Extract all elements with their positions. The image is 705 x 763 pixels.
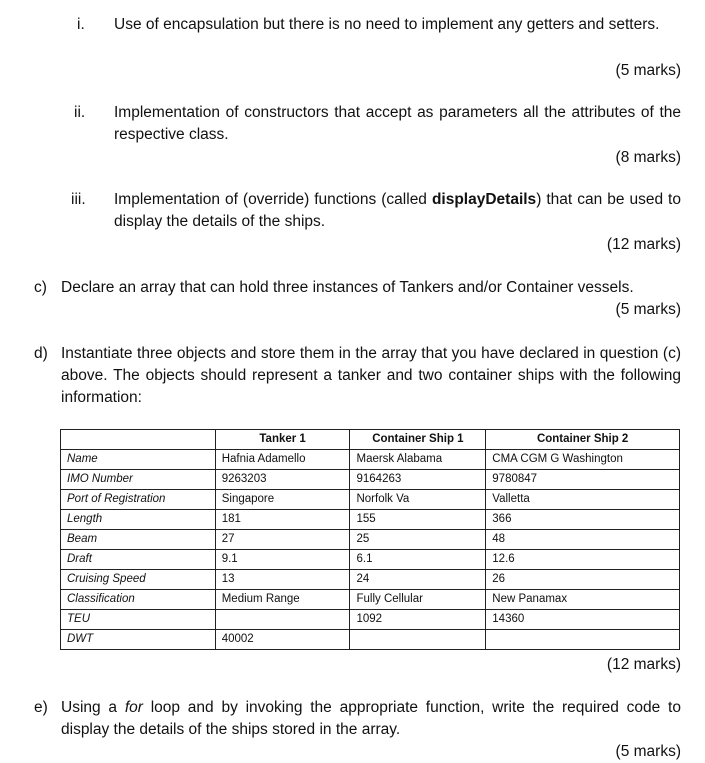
table-cell: 9780847 bbox=[486, 470, 680, 490]
table-cell: 14360 bbox=[486, 610, 680, 630]
item-i-marks: (5 marks) bbox=[615, 62, 681, 79]
item-iii-label: iii. bbox=[71, 191, 86, 208]
question-d-text: Instantiate three objects and store them in the array that you have declared in question (c) above. The objects should represent a tanker and two container ships with the following information: bbox=[61, 345, 681, 406]
for-keyword: for bbox=[124, 699, 143, 716]
attribute-cell: Length bbox=[61, 510, 216, 530]
table-cell: 13 bbox=[215, 570, 350, 590]
table-cell: 48 bbox=[486, 530, 680, 550]
table-row bbox=[61, 450, 680, 470]
table-cell: 181 bbox=[215, 510, 350, 530]
table-cell: 24 bbox=[350, 570, 486, 590]
table-cell: 26 bbox=[486, 570, 680, 590]
table-row bbox=[61, 530, 680, 550]
question-d-marks: (12 marks) bbox=[606, 656, 681, 673]
table-cell: 155 bbox=[350, 510, 486, 530]
item-ii-label: ii. bbox=[74, 104, 86, 121]
table-cell: 27 bbox=[215, 530, 350, 550]
table-cell bbox=[215, 610, 350, 630]
table-row bbox=[61, 570, 680, 590]
table-cell: New Panamax bbox=[486, 590, 680, 610]
question-d-label: d) bbox=[34, 345, 48, 362]
question-c-label: c) bbox=[34, 279, 47, 296]
table-cell: Singapore bbox=[215, 490, 350, 510]
attribute-cell: Classification bbox=[61, 590, 216, 610]
item-ii-text: Implementation of constructors that accept as parameters all the attributes of the respective class. bbox=[114, 104, 681, 143]
table-header-cell: Container Ship 1 bbox=[350, 430, 486, 450]
table-row bbox=[61, 610, 680, 630]
attribute-cell: Beam bbox=[61, 530, 216, 550]
table-cell: CMA CGM G Washington bbox=[486, 450, 680, 470]
table-cell: 40002 bbox=[215, 630, 350, 650]
item-iii-marks: (12 marks) bbox=[606, 236, 681, 253]
item-ii-marks: (8 marks) bbox=[615, 149, 681, 166]
table-header-row bbox=[61, 430, 680, 450]
table-row bbox=[61, 490, 680, 510]
attribute-cell: Name bbox=[61, 450, 216, 470]
table-header-cell: Tanker 1 bbox=[215, 430, 350, 450]
table-cell: 12.6 bbox=[486, 550, 680, 570]
item-iii-text: Implementation of (override) functions (called displayDetails) that can be used to display the details of the ships. bbox=[114, 191, 681, 230]
attribute-cell: IMO Number bbox=[61, 470, 216, 490]
table-cell: Hafnia Adamello bbox=[215, 450, 350, 470]
table-header-cell: Container Ship 2 bbox=[486, 430, 680, 450]
table-cell: 25 bbox=[350, 530, 486, 550]
table-cell: Maersk Alabama bbox=[350, 450, 486, 470]
table-cell: 9164263 bbox=[350, 470, 486, 490]
table-cell: Medium Range bbox=[215, 590, 350, 610]
item-i-text: Use of encapsulation but there is no need to implement any getters and setters. bbox=[114, 16, 660, 33]
attribute-cell: Port of Registration bbox=[61, 490, 216, 510]
attribute-cell: DWT bbox=[61, 630, 216, 650]
attribute-cell: Cruising Speed bbox=[61, 570, 216, 590]
ships-table bbox=[60, 429, 680, 650]
question-e-marks: (5 marks) bbox=[615, 743, 681, 760]
table-cell: 9.1 bbox=[215, 550, 350, 570]
item-i-label: i. bbox=[77, 16, 85, 33]
table-cell: 9263203 bbox=[215, 470, 350, 490]
question-c-text: Declare an array that can hold three instances of Tankers and/or Container vessels. bbox=[61, 279, 634, 296]
attribute-cell: Draft bbox=[61, 550, 216, 570]
table-row bbox=[61, 550, 680, 570]
table-cell: 1092 bbox=[350, 610, 486, 630]
table-cell: 366 bbox=[486, 510, 680, 530]
table-cell: Valletta bbox=[486, 490, 680, 510]
question-e-label: e) bbox=[34, 699, 48, 716]
table-row bbox=[61, 590, 680, 610]
question-e-text: Using a for loop and by invoking the appropriate function, write the required code to display the details of the ships stored in the array. bbox=[61, 699, 681, 738]
table-cell: Norfolk Va bbox=[350, 490, 486, 510]
table-cell: 6.1 bbox=[350, 550, 486, 570]
attribute-cell: TEU bbox=[61, 610, 216, 630]
table-header-cell bbox=[61, 430, 216, 450]
table-cell: Fully Cellular bbox=[350, 590, 486, 610]
table-cell bbox=[486, 630, 680, 650]
table-cell bbox=[350, 630, 486, 650]
table-row bbox=[61, 470, 680, 490]
question-c-marks: (5 marks) bbox=[615, 301, 681, 318]
table-row bbox=[61, 630, 680, 650]
table-row bbox=[61, 510, 680, 530]
function-name: displayDetails bbox=[431, 191, 537, 208]
